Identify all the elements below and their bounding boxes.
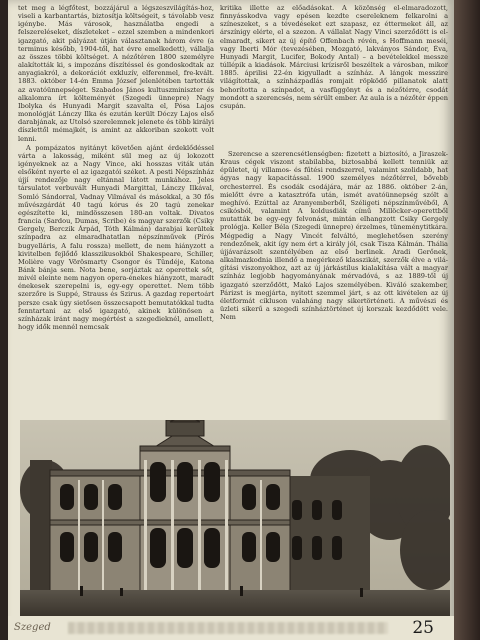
left-column [18, 4, 214, 416]
right-column-bottom [220, 150, 448, 418]
theater-building-photo [20, 420, 450, 616]
book-edge [454, 0, 480, 640]
right-column-top [220, 4, 448, 144]
paragraph: kritika illette az előadásokat. A közönség el-elmaradozott, finnyásskodva vagy epésen kezdte csereleknem felkarolni a színeszeket, s a tévedéseket ezt szapasz, ez éttermeket áll, az árszínigy elérte, el a szezon. A vállalat Nagy Vinci szerződött is el-elmaradt, sikert az új építő Offenbach révén, s Hoffmann meséi, vagy Iberti Mór (tevezésében, Mozgató, lakványos Sándor, Éva, Hunyadi Margit, Lucifer, Bokody Antal) – a bevételekkel messze túllépik a kiadások. Márciusi krízisről beszéltek a városban, mikor 1885. áprilisi 22-én kigyulladt a színház. A lángok messzire világítottak, a színházpadlás romjait röpködő pillanatok alatt behorította a színpadot, a vasfüggönyt és a nézőtérre, csodát mondott a szerencsés, nem sérült ember. Az aula is a nézőtér éppen csupán. [220, 4, 448, 110]
paragraph: tet meg a légfőtest, bozzájárul a légszeszvilágítás-hoz, viseli a karbantartás, biztosítja költségeit, s távolabb vesz igénybe. Más városok, használatba engedi a felszereléseket, díszleteket – ezzel szemben a mindenkori igazgató, akit pályázat útján választanak három évre (a terminus később, 1904-től, hat évre emelkedett), vállalja az összes többi költséget. A nézőtéren 1800 személyre alakították ki, s impozáns díszítéssel és gondoskodtak az anyagiakról, a dekorációt exkluzív, elferenmel, fre-kvált. 1883. október 14-én Emma József jelenlétében tartották az avatóünnepséget. Szabados János kultuszminiszter és alkalomra írt költeményét (Szegedi ünnepre) Nagy Ibolyka és Hunyadi Margit szavalta el, Pósa Lajos monológját Lánczy Ilka és ezután került Dóczy Lajos első darabjának, az Utolsó szerelemnek jelenete és több királyi díszlettől mémajkét, is amint az akkoriban szokott volt lenni. [18, 4, 214, 143]
footer-text-strip [68, 622, 388, 634]
publisher-logo: Szeged [14, 622, 51, 633]
document-page [8, 0, 454, 640]
paragraph: A pompázatos nyitányt követően ajánt érdeklődéssel várta a lakosság, miként sül meg az új lokozott igényeknek az a Nagy Vince, aki hosszas viták után elsőként nyerte el az igazgatói széket. A pesti Népszínház újjí rendezője nagy eltánnal látott munkához. Jeles társulatot verbuvált Hunyadi Margittal, Lánczy Ilkával, Somló Sándorral, Vadnay Vilmával és másokkal, a 30 fős művészgárdát 40 tagú kórus és 20 tagú zenekar egészítette ki, mindösszesen 180-an voltak. Divatos francia (Sardou, Dumas, Scribe) és magyar szerzők (Csiky Gergely, Berczik Árpád, Tóth Kálmán) darabjai kerültek színpadra az elmaradhatatlan népszínművek (Pírós bugyelláris, A falu rossza) mellett, de nem hiányzott a kivitelben fejlődő klasszikusokból Shakespeare, Schiller, Molière vagy Vörösmarty Csongor és Tündéje, Katona Bánk bánja sem. Nota bene, sorjáztak az operettek sőt, mivél eleinte nem nagyon opera-énekes hiányzott, maradt énekesek szerepelni is, egy-egy operettet. Nem több szerzőre is Suppé, Strauss és Szirus. A gazdag repertoárt persze csak úgy sietősen összecsapott bemutatókkal tudta fenntartani az első igazgató, akinek különösen a színházak iránt nagy megértést a szegedieknél, amellett, hogy idők mennél nemcsak [18, 143, 214, 332]
page-number: 25 [412, 618, 434, 638]
paragraph: Szerencse a szerencsétlenségben: fizetett a biztosító, a Jiraszek-Kraus cégek viszont stabilabba, biztosabbá kellett tenniük az épületet, új villamos- és fűtési rendszerrel, valamint szolidabb, hat ágyas nagy kapacitással. 1900 személyes nézőtérrel, bővebb orchesterrel. És csodák csodájára, már az 1886. október 2-án, mielőtt évre a katasztrófa után, ismét avatóünnepség szólt a meghívó. Ezúttal az Aranyemberből, Széligeti népszínművéből, A csikósból, valamint A koldusdiák című Millöcker-operettből mutatták be egy-egy felvonást, mintán elhangzott Csiky Gergely prológja. Keller Béla (Szegedi ünnepre) érzelmes, tüneménytitkára. Mégpedig a Nagy Vincét felváltó, meglehetősen szerény rendezőnek, akit így nem ért a király jól, csak Tisza Kálmán. Thália újjávarázsolt szentélyében az első berlinek. Aradi Gerőnek, alkalmazkodnia illendő a megérkező klasszikát, szerzők élve a vilá-gítási viszonyokhoz, azt az új járkástílus kialakítása vált a magyar színház legjobb hagyományának mérvadóvá, s az 1889-től új igazgató szerződött, Makó Lajos személyében. Kiváló szakember, Párizst is megjárta, nyitott szemmel járt, s az ott kivételen az új életformát cikluson valaháng nagy sikertörténeti. A művészi és üzleti sikerű a szegedi színháztörténet új korszak kezdődött vele. Nem [220, 150, 448, 322]
page-footer [8, 616, 454, 640]
